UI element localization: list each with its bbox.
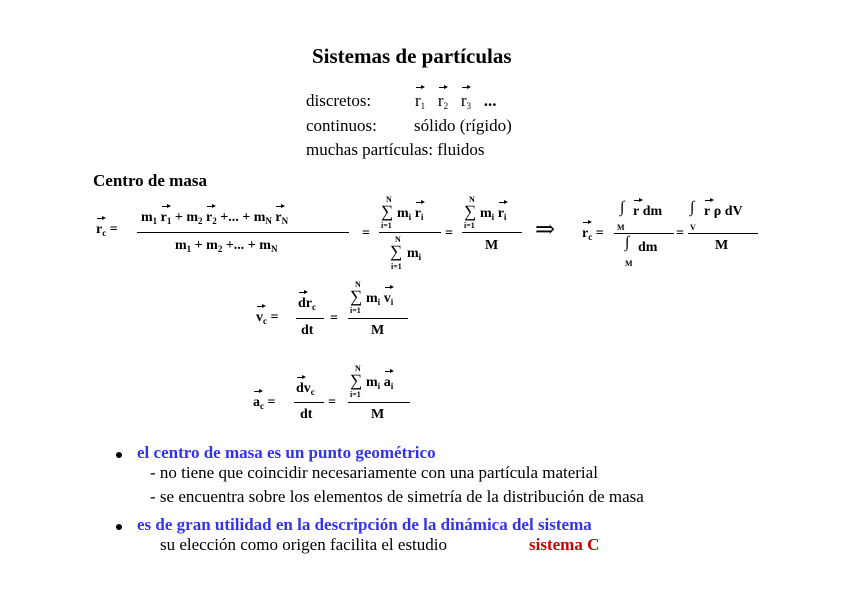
ac-symbol: $a_c$ = xyxy=(253,395,276,411)
continuous-label: continuos: xyxy=(306,116,377,135)
sum-term: $m_i$ $r_i$ xyxy=(397,206,424,222)
rc-symbol: $r_c$ = xyxy=(96,222,118,238)
integral-denominator: dm xyxy=(638,240,658,255)
dv-numerator: $dv_c$ xyxy=(296,381,315,397)
equals-sign: = xyxy=(362,226,370,241)
sum-v-term: $m_i$ $v_i$ xyxy=(366,291,394,307)
sum-a-term: $m_i$ $a_i$ xyxy=(366,375,394,391)
r1-vector: r xyxy=(415,91,421,110)
sum-a-limit-bottom: i=1 xyxy=(350,390,361,399)
integral-limit-m: M xyxy=(617,223,625,232)
sum-v-symbol: ∑ xyxy=(350,287,363,306)
continuous-value: sólido (rígido) xyxy=(414,116,512,135)
discrete-vectors: $r_1$ $r_2$ $r_3$ ... xyxy=(415,91,497,111)
discrete-label: discretos: xyxy=(306,91,372,110)
sum-a-fraction-bar xyxy=(348,402,410,403)
integral-sign: ∫ xyxy=(620,199,625,216)
sum3-fraction-bar xyxy=(462,232,522,233)
total-mass: M xyxy=(371,323,385,338)
eq1-fraction-bar xyxy=(137,232,349,233)
sum-limit-bottom: i=1 xyxy=(381,221,392,230)
dt-denominator: dt xyxy=(300,407,313,422)
eq1-numerator: $m_1$ $r_1 + m_2$ $r_2$ +... + $m_N$ $r_N$ xyxy=(141,210,289,226)
page-title: Sistemas de partículas xyxy=(312,44,512,68)
sum3-term: $m_i$ $r_i$ xyxy=(480,206,507,222)
integral-rho-numerator: r ρ dV xyxy=(704,204,743,219)
r3-vector: r xyxy=(460,91,467,110)
total-mass: M xyxy=(485,238,499,253)
integral-sign: ∫ xyxy=(690,199,695,216)
sum-a-symbol: ∑ xyxy=(350,371,363,390)
dv-dt-fraction-bar xyxy=(294,402,324,403)
sum-limit-top: N xyxy=(386,195,392,204)
section-heading: Centro de masa xyxy=(93,171,207,190)
dt-denominator: dt xyxy=(301,323,314,338)
sum3-limit-top: N xyxy=(469,195,475,204)
ellipsis: ... xyxy=(483,91,497,110)
sum-fraction-bar xyxy=(379,232,441,233)
equals-sign: = xyxy=(445,226,453,241)
sum-symbol: ∑ xyxy=(381,202,394,221)
many-particles-line: muchas partículas: fluidos xyxy=(306,140,485,159)
bullet-dot xyxy=(116,452,122,458)
equals-sign: = xyxy=(676,226,684,241)
equals-sign: = xyxy=(330,311,338,326)
bullet-dot xyxy=(116,524,122,530)
sum2-limit-top: N xyxy=(395,235,401,244)
total-mass: M xyxy=(371,407,385,422)
implies-arrow: ⇒ xyxy=(535,217,556,243)
r2-vector: r xyxy=(437,91,444,110)
integral-numerator: r dm xyxy=(633,204,663,219)
integral-limit-v: V xyxy=(690,223,696,232)
bullet-heading: el centro de masa es un punto geométrico xyxy=(137,443,436,462)
integral-rho-fraction-bar xyxy=(688,233,758,234)
total-mass: M xyxy=(715,238,729,253)
sum2-symbol: ∑ xyxy=(390,242,403,261)
rc-integral-symbol: $r_c$ = xyxy=(582,226,604,242)
sum-v-limit-bottom: i=1 xyxy=(350,306,361,315)
eq1-denominator: $m_1 + m_2$ +... + $m_N$ xyxy=(175,238,278,254)
sum3-symbol: ∑ xyxy=(464,202,477,221)
sum-v-fraction-bar xyxy=(348,318,408,319)
integral-sign: ∫ xyxy=(625,234,630,251)
sum-v-limit-top: N xyxy=(355,280,361,289)
dr-numerator: $dr_c$ xyxy=(298,296,316,312)
integral-fraction-bar xyxy=(614,233,674,234)
dr-dt-fraction-bar xyxy=(296,318,324,319)
equals-sign: = xyxy=(328,395,336,410)
integral-limit-m: M xyxy=(625,259,633,268)
bullet-line: - se encuentra sobre los elementos de simetría de la distribución de masa xyxy=(150,487,644,506)
highlight-system-c: sistema C xyxy=(529,535,600,554)
bullet-line: su elección como origen facilita el estudio xyxy=(160,535,448,554)
sum2-limit-bottom: i=1 xyxy=(391,262,402,271)
bullet-heading: es de gran utilidad en la descripción de la dinámica del sistema xyxy=(137,515,592,534)
vc-symbol: $v_c$ = xyxy=(256,310,279,326)
sum2-term: $m_i$ xyxy=(407,246,422,262)
bullet-line: - no tiene que coincidir necesariamente con una partícula material xyxy=(150,463,598,482)
sum3-limit-bottom: i=1 xyxy=(464,221,475,230)
sum-a-limit-top: N xyxy=(355,364,361,373)
